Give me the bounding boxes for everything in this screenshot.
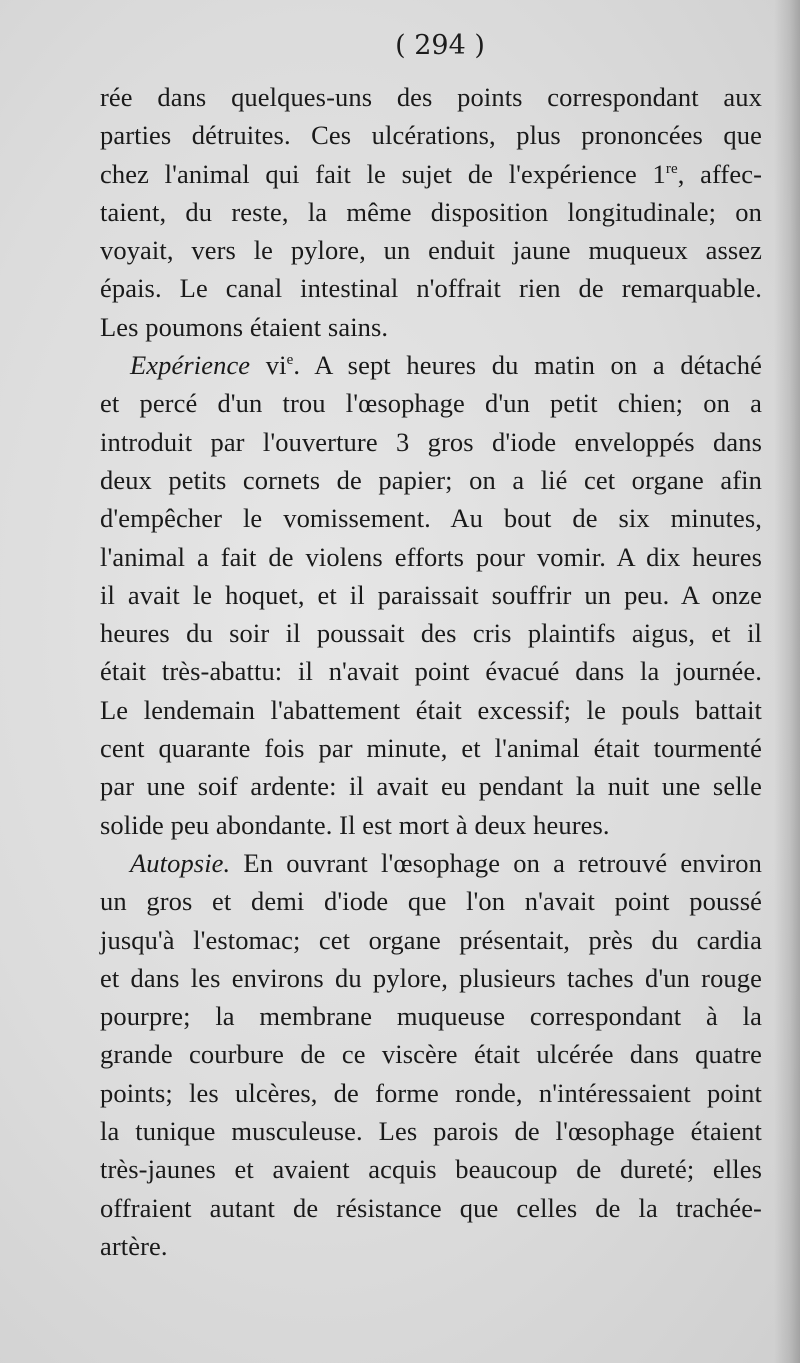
text-line (100, 346, 762, 384)
text-span: points; les ulcères, de forme ronde, n'intéressaient point (100, 1077, 762, 1108)
text-line (100, 1150, 762, 1188)
text-line (100, 269, 762, 307)
text-span: Le lendemain l'abattement était excessif; le pouls battait (100, 694, 762, 725)
text-line (100, 576, 762, 614)
text-span: rée dans quelques-uns des points correspondant aux (100, 82, 762, 112)
text-span: , affec- (677, 158, 762, 189)
text-span: parties détruites. Ces ulcérations, plus prononcées que (100, 120, 762, 151)
text-span: par une soif ardente: il avait eu pendant la nuit une selle (100, 771, 762, 802)
text-line (100, 921, 762, 959)
text-span: jusqu'à l'estomac; cet organe présentait, près du cardia (100, 924, 762, 955)
text-line (100, 844, 762, 882)
text-line (100, 499, 762, 537)
text-span: introduit par l'ouverture 3 gros d'iode enveloppés dans (100, 426, 762, 457)
text-line (100, 652, 762, 690)
text-span: grande courbure de ce viscère était ulcérée dans quatre (100, 1039, 762, 1070)
text-span: d'empêcher le vomissement. Au bout de six minutes, (100, 503, 762, 534)
text-span: solide peu abondante. Il est mort à deux heures. (100, 809, 610, 840)
text-span: vi (250, 350, 287, 381)
text-span: très-jaunes et avaient acquis beaucoup de dureté; elles (100, 1154, 762, 1185)
text-span: offraient autant de résistance que celles de la trachée- (100, 1192, 762, 1223)
text-line (100, 231, 762, 269)
text-line (100, 384, 762, 422)
text-line (100, 806, 762, 844)
text-line (100, 882, 762, 920)
text-line (100, 1074, 762, 1112)
page-number: ( 294 ) (395, 30, 485, 61)
text-line (100, 1035, 762, 1073)
superscript: e (286, 352, 294, 369)
text-span: et percé d'un trou l'œsophage d'un petit chien; on a (100, 388, 762, 419)
text-span: taient, du reste, la même disposition longitudinale; on (100, 196, 762, 227)
text-span: Les poumons étaient sains. (100, 311, 389, 342)
text-span: deux petits cornets de papier; on a lié cet organe afin (100, 464, 762, 495)
text-line (100, 691, 762, 729)
text-line (100, 959, 762, 997)
text-span: cent quarante fois par minute, et l'animal était tourmenté (100, 733, 762, 764)
text-span: . A sept heures du matin on a détaché (293, 350, 762, 381)
text-span: et dans les environs du pylore, plusieurs taches d'un rouge (100, 962, 762, 993)
text-line (100, 614, 762, 652)
italic-text: Autopsie. (130, 847, 231, 878)
text-span: En ouvrant l'œsophage on a retrouvé environ (230, 847, 762, 878)
text-line (100, 767, 762, 805)
body-text (100, 78, 762, 1265)
text-span: pourpre; la membrane muqueuse correspondant à la (100, 1001, 762, 1032)
text-span: l'animal a fait de violens efforts pour vomir. A dix heures (100, 541, 762, 572)
text-line (100, 116, 762, 154)
text-line (100, 1189, 762, 1227)
text-line (100, 1112, 762, 1150)
page-edge-shadow (774, 0, 800, 1363)
text-line (100, 729, 762, 767)
text-span: un gros et demi d'iode que l'on n'avait point poussé (100, 886, 762, 917)
text-span: voyait, vers le pylore, un enduit jaune muqueux assez (100, 235, 762, 266)
text-span: heures du soir il poussait des cris plaintifs aigus, et il (100, 618, 762, 649)
text-span: il avait le hoquet, et il paraissait souffrir un peu. A onze (100, 579, 762, 610)
text-line (100, 78, 762, 116)
text-span: artère. (100, 1230, 168, 1261)
text-span: était très-abattu: il n'avait point évacué dans la journée. (100, 656, 762, 687)
text-line (100, 193, 762, 231)
text-line (100, 308, 762, 346)
text-span: épais. Le canal intestinal n'offrait rien de remarquable. (100, 273, 762, 304)
text-line (100, 155, 762, 193)
italic-text: Expérience (130, 350, 251, 381)
text-line (100, 538, 762, 576)
text-line (100, 997, 762, 1035)
text-line (100, 461, 762, 499)
text-line (100, 1227, 762, 1265)
text-line (100, 423, 762, 461)
text-span: chez l'animal qui fait le sujet de l'expérience 1 (100, 158, 666, 189)
text-span: la tunique musculeuse. Les parois de l'œsophage étaient (100, 1116, 762, 1147)
superscript: re (665, 160, 678, 177)
